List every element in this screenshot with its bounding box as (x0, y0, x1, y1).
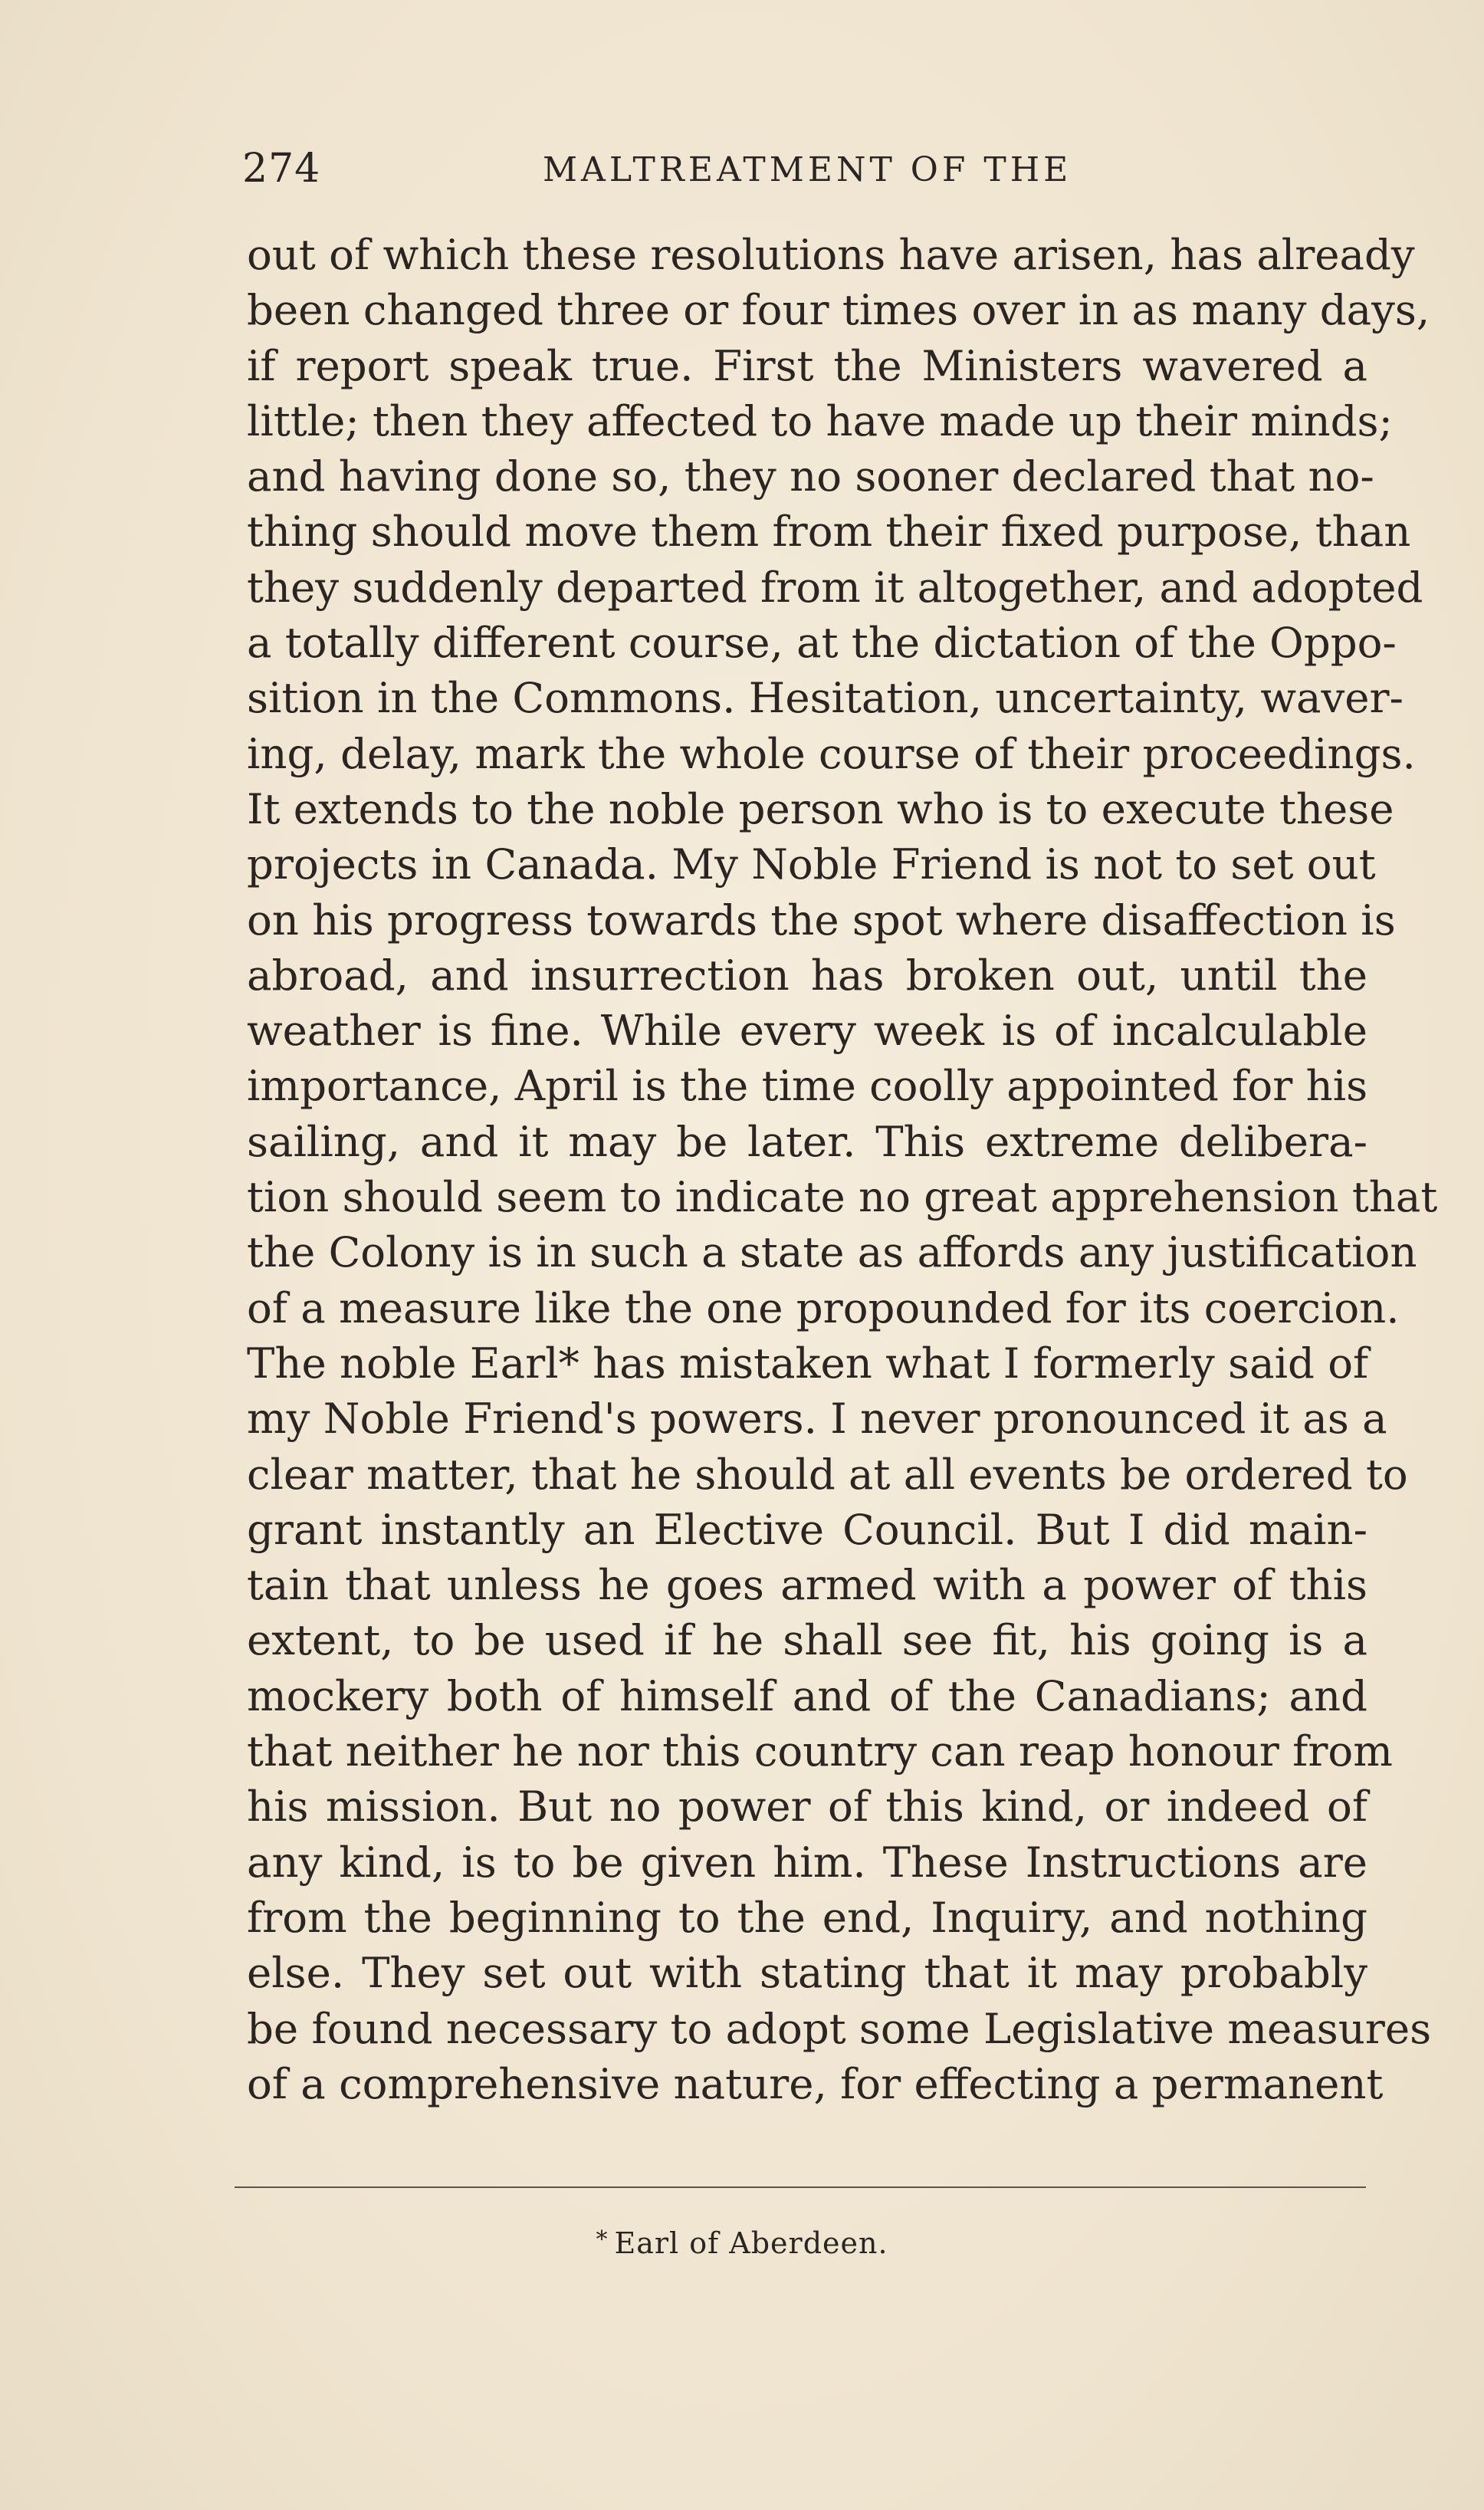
text-line: The noble Earl* has mistaken what I formerly said of (247, 1338, 1369, 1388)
text-line: they suddenly departed from it altogether, and adopted (247, 562, 1423, 612)
text-line: the Colony is in such a state as affords any justification (247, 1227, 1417, 1277)
text-line: my Noble Friend's powers. I never pronounced it as a (247, 1394, 1387, 1444)
text-line: else. They set out with stating that it may probably (247, 1948, 1367, 1998)
text-line: little; then they affected to have made up their minds; (247, 396, 1393, 445)
text-line: sition in the Commons. Hesitation, uncertainty, waver- (247, 673, 1404, 723)
running-head: MALTREATMENT OF THE (543, 150, 1072, 189)
text-line: on his progress towards the spot where disaffection is (247, 895, 1396, 945)
text-line: of a measure like the one propounded for its coercion. (247, 1283, 1400, 1332)
footnote-text: Earl of Aberdeen. (614, 2226, 888, 2260)
text-line: thing should move them from their fixed purpose, than (247, 507, 1411, 557)
page-number: 274 (242, 146, 321, 192)
text-line: mockery both of himself and of the Canadians; and (247, 1671, 1367, 1720)
text-line: from the beginning to the end, Inquiry, and nothing (247, 1892, 1367, 1942)
page-header (242, 146, 1369, 207)
text-line: sailing, and it may be later. This extreme delibera- (247, 1116, 1367, 1166)
footnote-divider (235, 2186, 1366, 2188)
text-line: clear matter, that he should at all events be ordered to (247, 1449, 1408, 1499)
text-line: weather is fine. While every week is of incalculable (247, 1006, 1367, 1056)
text-line: It extends to the noble person who is to execute these (247, 784, 1394, 833)
text-line: his mission. But no power of this kind, or indeed of (247, 1782, 1367, 1832)
text-line: a totally different course, at the dictation of the Oppo- (247, 618, 1397, 668)
body-text (247, 227, 1438, 2111)
text-line: and having done so, they no sooner declared that no- (247, 452, 1374, 501)
footnote-mark: * (596, 2226, 609, 2253)
text-line: if report speak true. First the Ministers wavered a (247, 340, 1367, 390)
text-line: tain that unless he goes armed with a power of this (247, 1560, 1367, 1610)
text-line: out of which these resolutions have arisen, has already (247, 230, 1415, 279)
text-line: that neither he nor this country can reap honour from (247, 1726, 1393, 1776)
text-line: be found necessary to adopt some Legislative measures (247, 2003, 1432, 2053)
text-line: of a comprehensive nature, for effecting a permanent (247, 2058, 1384, 2108)
text-line: any kind, is to be given him. These Instructions are (247, 1837, 1367, 1887)
text-line: extent, to be used if he shall see fit, his going is a (247, 1615, 1367, 1665)
text-line: importance, April is the time coolly appointed for his (247, 1061, 1368, 1111)
text-line: tion should seem to indicate no great apprehension that (247, 1172, 1438, 1222)
text-line: grant instantly an Elective Council. But I did main- (247, 1504, 1367, 1554)
footnote (0, 2226, 1484, 2260)
text-line: projects in Canada. My Noble Friend is not to set out (247, 839, 1376, 889)
text-line: abroad, and insurrection has broken out, until the (247, 950, 1367, 1000)
text-line: ing, delay, mark the whole course of their proceedings. (247, 728, 1416, 778)
text-line: been changed three or four times over in as many days, (247, 285, 1430, 335)
